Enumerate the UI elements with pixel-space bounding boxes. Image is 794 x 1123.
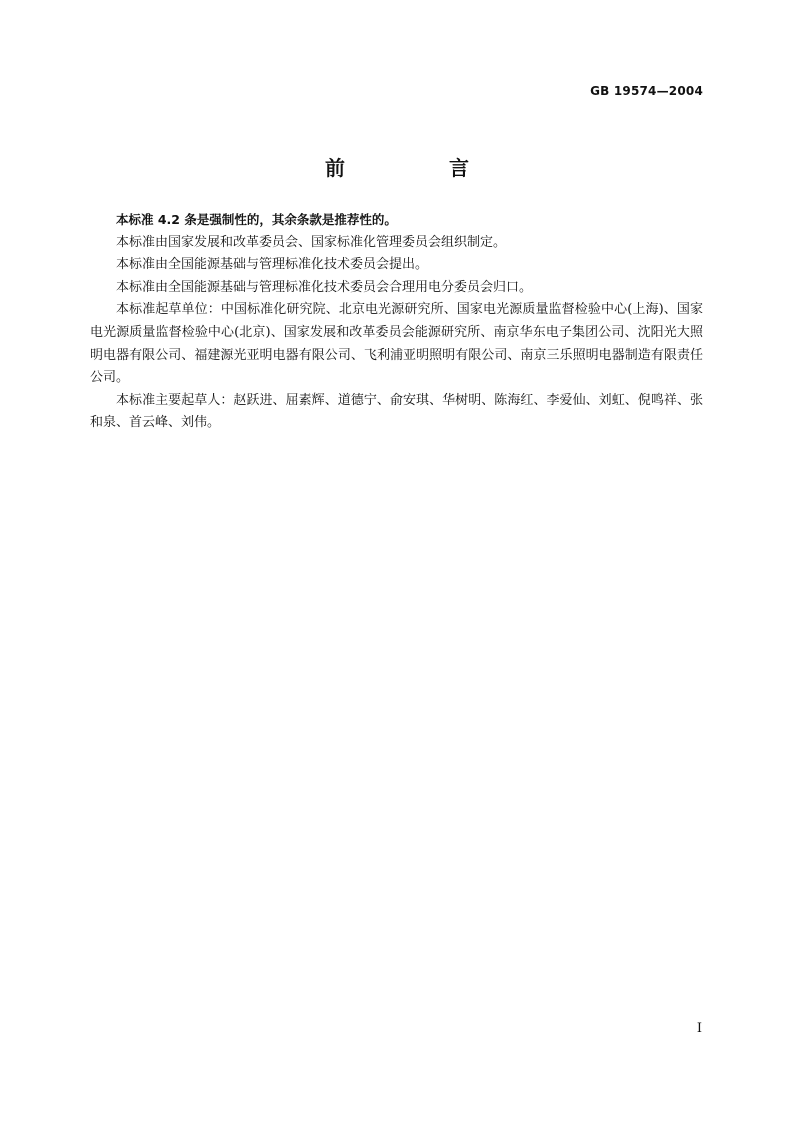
foreword-body <box>90 209 703 435</box>
page-number: I <box>696 1021 702 1036</box>
standard-code: GB 19574—2004 <box>590 84 703 98</box>
mandatory-clause-statement: 本标准 4.2 条是强制性的，其余条款是推荐性的。 <box>116 212 397 227</box>
drafters-statement: 本标准主要起草人：赵跃进、屈素辉、道德宁、俞安琪、华树明、陈海红、李爱仙、刘虹、倪鸣祥、张和泉、首云峰、刘伟。 <box>90 392 703 431</box>
page-title: 前 言 <box>325 156 511 180</box>
drafting-units-statement: 本标准起草单位：中国标准化研究院、北京电光源研究所、国家电光源质量监督检验中心(上海)、国家电光源质量监督检验中心(北京)、国家发展和改革委员会能源研究所、南京华东电子集团公司、沈阳光大照明电器有限公司、福建源光亚明电器有限公司、飞利浦亚明照明有限公司、南京三乐照明电器制造有限责任公司。 <box>90 302 703 386</box>
organizer-statement: 本标准由国家发展和改革委员会、国家标准化管理委员会组织制定。 <box>116 234 507 250</box>
proposer-statement: 本标准由全国能源基础与管理标准化技术委员会提出。 <box>116 257 429 273</box>
administration-statement: 本标准由全国能源基础与管理标准化技术委员会合理用电分委员会归口。 <box>116 279 533 295</box>
